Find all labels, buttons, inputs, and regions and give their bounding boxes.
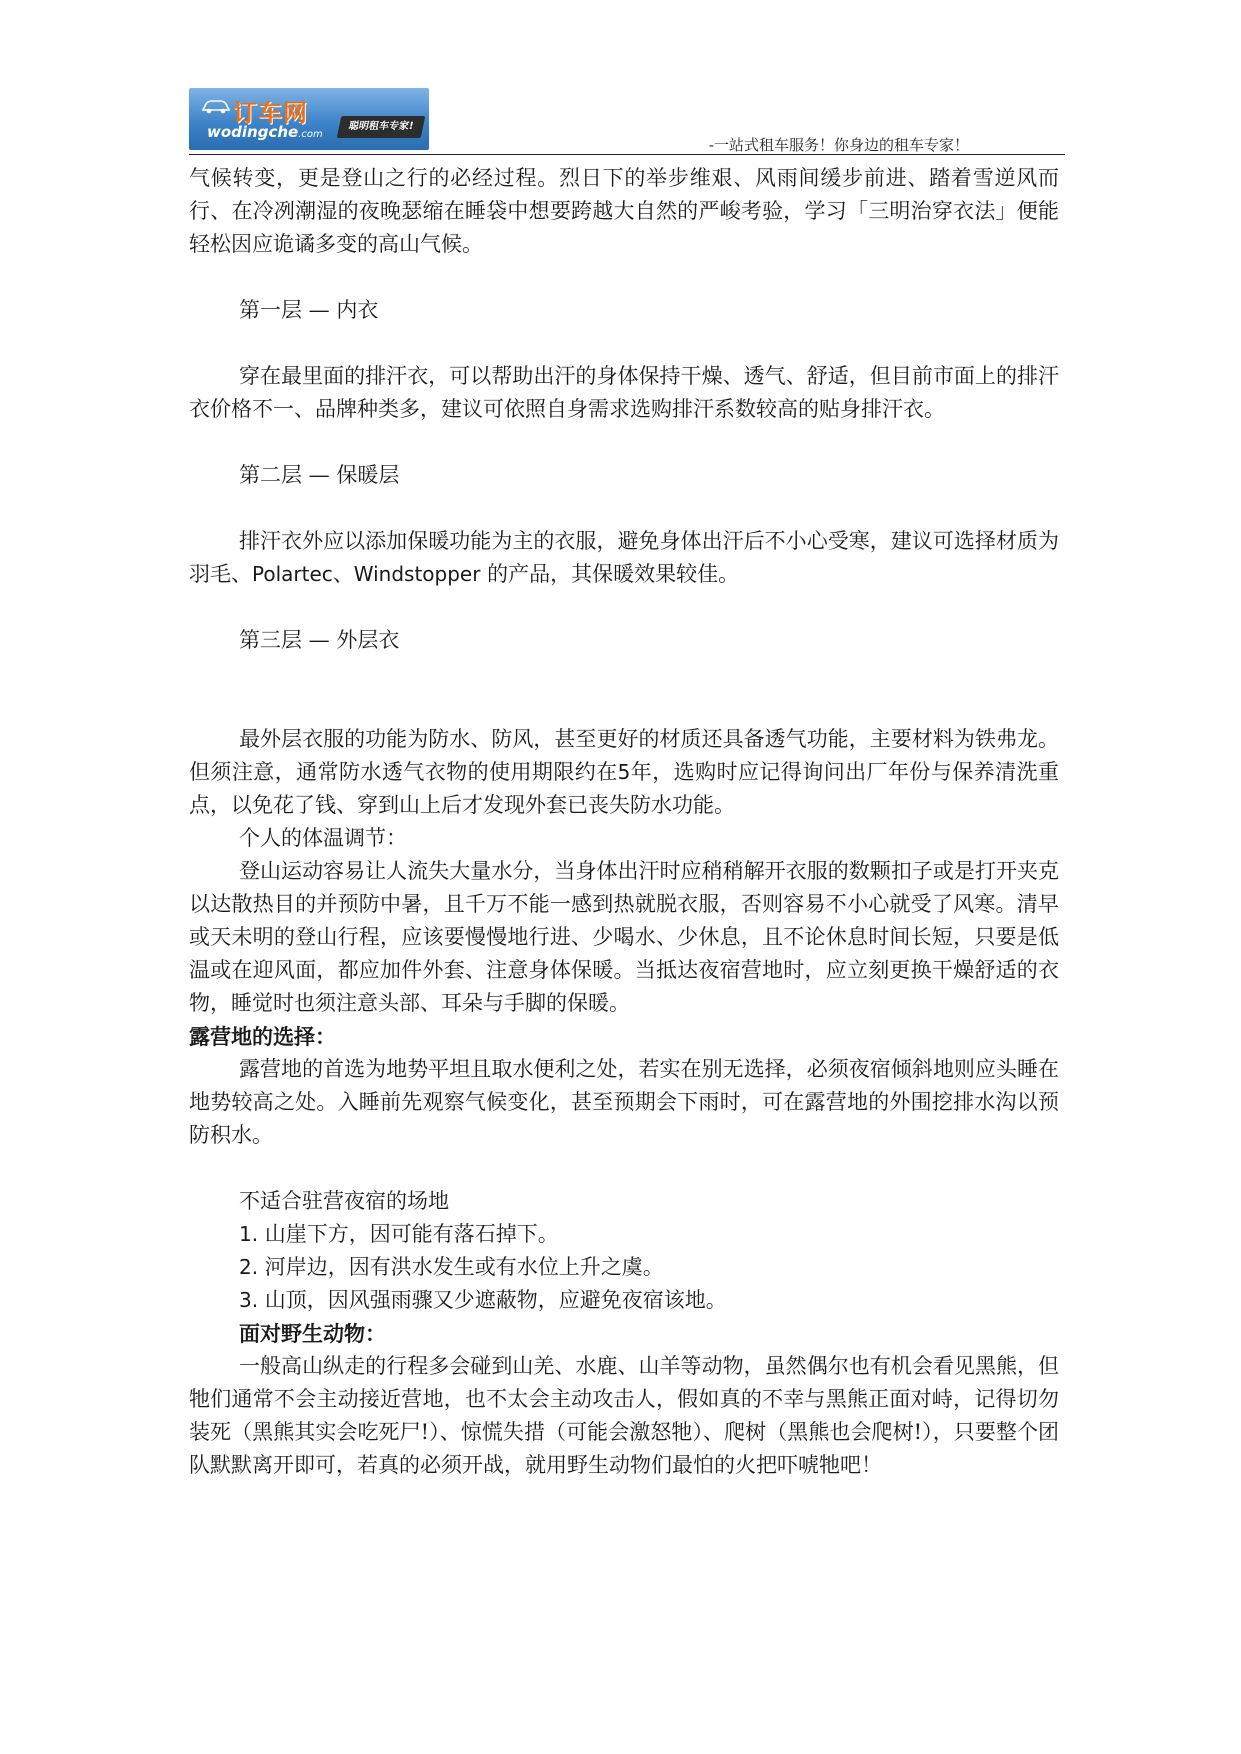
layer2-text-b: 、 xyxy=(332,562,354,586)
wildlife-heading: 面对野生动物： xyxy=(239,1321,386,1346)
layer1-paragraph: 穿在最里面的排汗衣，可以帮助出汗的身体保持干燥、透气、舒适，但目前市面上的排汗衣价格不一、品牌种类多，建议可依照自身需求选购排汗系数较高的贴身排汗衣。 xyxy=(189,364,1059,421)
layer2-text-a: 排汗衣外应以添加保暖功能为主的衣服，避免身体出汗后不小心受寒，建议可选择材质为羽毛、 xyxy=(189,529,1059,586)
list-item-number: 1. xyxy=(239,1222,259,1246)
layer3-text-b: 年，选购时应记得询问出厂年份与保养清洗重点，以免花了钱、穿到山上后才发现外套已丧失防水功能。 xyxy=(189,760,1060,817)
layer2-paragraph xyxy=(189,525,1059,591)
document-body xyxy=(189,162,1059,1482)
logo-main-text: 订车网 xyxy=(233,99,308,127)
header-slogan: -一站式租车服务！你身边的租车专家！ xyxy=(708,136,969,154)
temperature-heading: 个人的体温调节： xyxy=(239,826,407,850)
layer1-heading: 第一层 — 内衣 xyxy=(239,298,379,322)
list-item-text: 山崖下方，因可能有落石掉下。 xyxy=(258,1222,559,1246)
list-item-number: 3. xyxy=(239,1288,259,1312)
layer3-heading: 第三层 — 外层衣 xyxy=(239,628,400,652)
layer3-number: 5 xyxy=(617,760,631,784)
page-header xyxy=(189,88,1065,155)
logo-wordmark: wodingche xyxy=(207,123,299,141)
layer2-brand-polartec: Polartec xyxy=(252,562,333,586)
layer2-heading: 第二层 — 保暖层 xyxy=(239,463,400,487)
logo-sub-text xyxy=(207,123,323,141)
layer3-text-a: 最外层衣服的功能为防水、防风，甚至更好的材质还具备透气功能，主要材料为铁弗龙。但须注意，通常防水透气衣物的使用期限约在 xyxy=(189,727,1059,784)
car-icon xyxy=(201,98,231,114)
list-item xyxy=(189,1218,1059,1251)
logo-tagline: 聪明租车专家! xyxy=(337,116,426,138)
layer3-paragraph xyxy=(189,723,1059,822)
list-item-number: 2. xyxy=(239,1255,259,1279)
layer2-text-c: 的产品，其保暖效果较佳。 xyxy=(480,562,740,586)
wildlife-paragraph: 一般高山纵走的行程多会碰到山羌、水鹿、山羊等动物，虽然偶尔也有机会看见黑熊，但牠们通常不会主动接近营地，也不太会主动攻击人，假如真的不幸与黑熊正面对峙，记得切勿装死（黑熊其实会吃死尸!）、惊慌失措（可能会激怒牠）、爬树（黑熊也会爬树!），只要整个团队默默离开即可，若真的必须开战，就用野生动物们最怕的火把吓唬牠吧！ xyxy=(189,1354,1059,1477)
list-item xyxy=(189,1251,1059,1284)
campsite-paragraph: 露营地的首选为地势平坦且取水便利之处，若实在别无选择，必须夜宿倾斜地则应头睡在地势较高之处。入睡前先观察气候变化，甚至预期会下雨时，可在露营地的外围挖排水沟以预防积水。 xyxy=(189,1057,1059,1147)
intro-paragraph: 气候转变，更是登山之行的必经过程。烈日下的举步维艰、风雨间缓步前进、踏着雪逆风而行、在冷冽潮湿的夜晚瑟缩在睡袋中想要跨越大自然的严峻考验，学习「三明治穿衣法」便能轻松因应诡谲多变的高山气候。 xyxy=(189,166,1059,256)
layer2-brand-windstopper: Windstopper xyxy=(353,562,481,586)
site-logo[interactable] xyxy=(189,88,429,150)
campsite-heading: 露营地的选择： xyxy=(189,1024,336,1049)
list-item-text: 山顶，因风强雨骤又少遮蔽物，应避免夜宿该地。 xyxy=(258,1288,727,1312)
temperature-paragraph: 登山运动容易让人流失大量水分，当身体出汗时应稍稍解开衣服的数颗扣子或是打开夹克以达散热目的并预防中暑，且千万不能一感到热就脱衣服，否则容易不小心就受了风寒。清早或天未明的登山行程，应该要慢慢地行进、少喝水、少休息，且不论休息时间长短，只要是低温或在迎风面，都应加件外套、注意身体保暖。当抵达夜宿营地时，应立刻更换干燥舒适的衣物，睡觉时也须注意头部、耳朵与手脚的保暖。 xyxy=(189,859,1059,1015)
list-item-text: 河岸边，因有洪水发生或有水位上升之虞。 xyxy=(258,1255,664,1279)
list-item xyxy=(189,1284,1059,1317)
logo-domain: .com xyxy=(298,129,323,140)
unsuitable-heading: 不适合驻营夜宿的场地 xyxy=(239,1189,449,1213)
